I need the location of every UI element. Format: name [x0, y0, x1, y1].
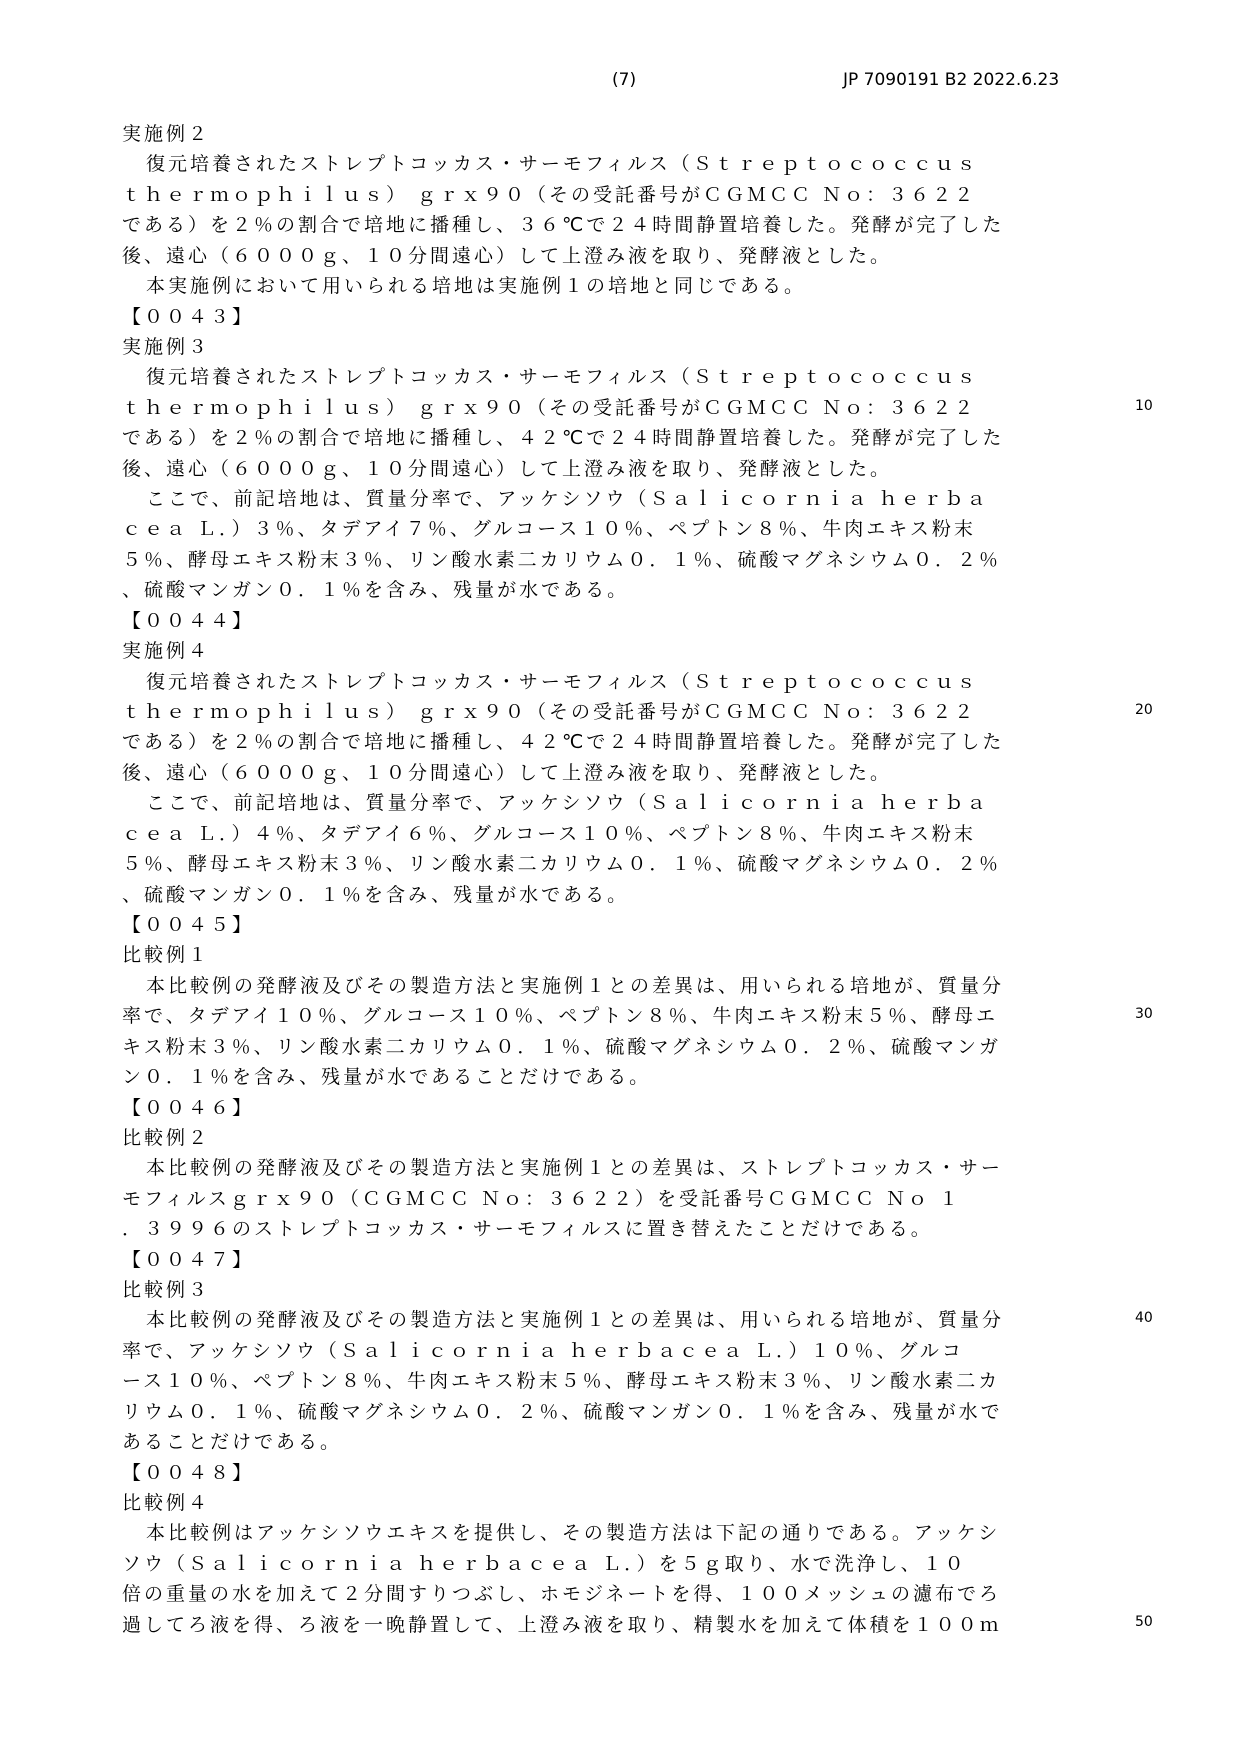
text-line: 復元培養されたストレプトコッカス・サーモフィルス（Ｓｔｒｅｐｔｏｃｏｃｃｕｓ: [146, 366, 979, 389]
paragraph-number: 【００４７】: [122, 1248, 255, 1271]
text-line: 本比較例の発酵液及びその製造方法と実施例１との差異は、ストレプトコッカス・サー: [146, 1157, 1003, 1180]
text-line: 率で、タデアイ１０％、グルコース１０％、ペプトン８％、牛肉エキス粉末５％、酵母エ: [122, 1005, 999, 1028]
section-heading: 比較例４: [122, 1491, 211, 1514]
text-line: 後、遠心（６０００ｇ、１０分間遠心）して上澄み液を取り、発酵液とした。: [122, 244, 893, 267]
text-line: キス粉末３％、リン酸水素二カリウム０．１％、硫酸マグネシウム０．２％、硫酸マンガ: [122, 1035, 1002, 1058]
text-line: ｃｅａ Ｌ．）４％、タデアイ６％、グルコース１０％、ペプトン８％、牛肉エキス粉末: [122, 822, 976, 845]
text-line: ５％、酵母エキス粉末３％、リン酸水素二カリウム０．１％、硫酸マグネシウム０．２％: [122, 548, 1002, 571]
text-line: ン０．１％を含み、残量が水であることだけである。: [122, 1066, 652, 1089]
section-heading: 実施例４: [122, 640, 211, 663]
text-line: ｔｈｅｒｍｏｐｈｉｌｕｓ） ｇｒｘ９０（その受託番号がＣＧＭＣＣ Ｎｏ：３６２２: [122, 183, 977, 206]
section-heading: 比較例２: [122, 1126, 211, 1149]
text-line: 後、遠心（６０００ｇ、１０分間遠心）して上澄み液を取り、発酵液とした。: [122, 457, 893, 480]
text-line: 率で、アッケシソウ（Ｓａｌｉｃｏｒｎｉａ ｈｅｒｂａｃｅａ Ｌ．）１０％、グルコ: [122, 1339, 964, 1362]
document-body: [122, 119, 1082, 1640]
text-line: モフィルスｇｒｘ９０（ＣＧＭＣＣ Ｎｏ：３６２２）を受託番号ＣＧＭＣＣ Ｎｏ １: [122, 1187, 962, 1210]
line-number: 20: [1135, 702, 1153, 718]
text-line: ｔｈｅｒｍｏｐｈｉｌｕｓ） ｇｒｘ９０（その受託番号がＣＧＭＣＣ Ｎｏ：３６２２: [122, 701, 977, 724]
paragraph-number: 【００４８】: [122, 1461, 255, 1484]
text-line: 本比較例の発酵液及びその製造方法と実施例１との差異は、用いられる培地が、質量分: [146, 974, 1005, 997]
text-line: 復元培養されたストレプトコッカス・サーモフィルス（Ｓｔｒｅｐｔｏｃｏｃｃｕｓ: [146, 153, 979, 176]
text-line: ５％、酵母エキス粉末３％、リン酸水素二カリウム０．１％、硫酸マグネシウム０．２％: [122, 853, 1002, 876]
text-line: ここで、前記培地は、質量分率で、アッケシソウ（Ｓａｌｉｃｏｒｎｉａ ｈｅｒｂａ: [146, 792, 989, 815]
text-line: である）を２％の割合で培地に播種し、４２℃で２４時間静置培養した。発酵が完了した: [122, 731, 1005, 754]
text-line: 、硫酸マンガン０．１％を含み、残量が水である。: [122, 579, 630, 602]
publication-info: JP 7090191 B2 2022.6.23: [843, 70, 1060, 90]
text-line: ．３９９６のストレプトコッカス・サーモフィルスに置き替えたことだけである。: [122, 1218, 933, 1241]
line-number: 50: [1135, 1614, 1153, 1630]
text-line: 、硫酸マンガン０．１％を含み、残量が水である。: [122, 883, 630, 906]
line-number: 10: [1135, 398, 1153, 414]
paragraph-number: 【００４６】: [122, 1096, 255, 1119]
section-heading: 比較例１: [122, 944, 211, 967]
paragraph-number: 【００４５】: [122, 913, 255, 936]
text-line: 本比較例の発酵液及びその製造方法と実施例１との差異は、用いられる培地が、質量分: [146, 1309, 1005, 1332]
text-line: 本実施例において用いられる培地は実施例１の培地と同じである。: [146, 275, 807, 298]
text-line: 復元培養されたストレプトコッカス・サーモフィルス（Ｓｔｒｅｐｔｏｃｏｃｃｕｓ: [146, 670, 979, 693]
paragraph-number: 【００４３】: [122, 305, 255, 328]
text-line: 倍の重量の水を加えて２分間すりつぶし、ホモジネートを得、１００メッシュの濾布でろ: [122, 1583, 1002, 1606]
text-line: 本比較例はアッケシソウエキスを提供し、その製造方法は下記の通りである。アッケシ: [146, 1522, 1001, 1545]
text-line: ｔｈｅｒｍｏｐｈｉｌｕｓ） ｇｒｘ９０（その受託番号がＣＧＭＣＣ Ｎｏ：３６２２: [122, 396, 977, 419]
text-line: ソウ（Ｓａｌｉｃｏｒｎｉａ ｈｅｒｂａｃｅａ Ｌ．）を５ｇ取り、水で洗浄し、１０: [122, 1552, 967, 1575]
text-line: ース１０％、ペプトン８％、牛肉エキス粉末５％、酵母エキス粉末３％、リン酸水素二カ: [122, 1370, 1001, 1393]
section-heading: 実施例３: [122, 335, 211, 358]
section-heading: 実施例２: [122, 123, 211, 145]
text-line: である）を２％の割合で培地に播種し、３６℃で２４時間静置培養した。発酵が完了した: [122, 214, 1005, 237]
text-line: あることだけである。: [122, 1431, 343, 1454]
text-line: ｃｅａ Ｌ．）３％、タデアイ７％、グルコース１０％、ペプトン８％、牛肉エキス粉末: [122, 518, 976, 541]
line-number: 40: [1135, 1310, 1153, 1326]
page-number: (7): [612, 70, 637, 90]
text-line: 過してろ液を得、ろ液を一晩静置して、上澄み液を取り、精製水を加えて体積を１００ｍ: [122, 1613, 1002, 1636]
text-line: である）を２％の割合で培地に播種し、４２℃で２４時間静置培養した。発酵が完了した: [122, 427, 1005, 450]
paragraph-number: 【００４４】: [122, 609, 255, 632]
text-line: ここで、前記培地は、質量分率で、アッケシソウ（Ｓａｌｉｃｏｒｎｉａ ｈｅｒｂａ: [146, 488, 989, 511]
section-heading: 比較例３: [122, 1279, 211, 1302]
line-number: 30: [1135, 1006, 1153, 1022]
text-line: 後、遠心（６０００ｇ、１０分間遠心）して上澄み液を取り、発酵液とした。: [122, 761, 893, 784]
text-line: リウム０．１％、硫酸マグネシウム０．２％、硫酸マンガン０．１％を含み、残量が水で: [122, 1400, 1003, 1423]
